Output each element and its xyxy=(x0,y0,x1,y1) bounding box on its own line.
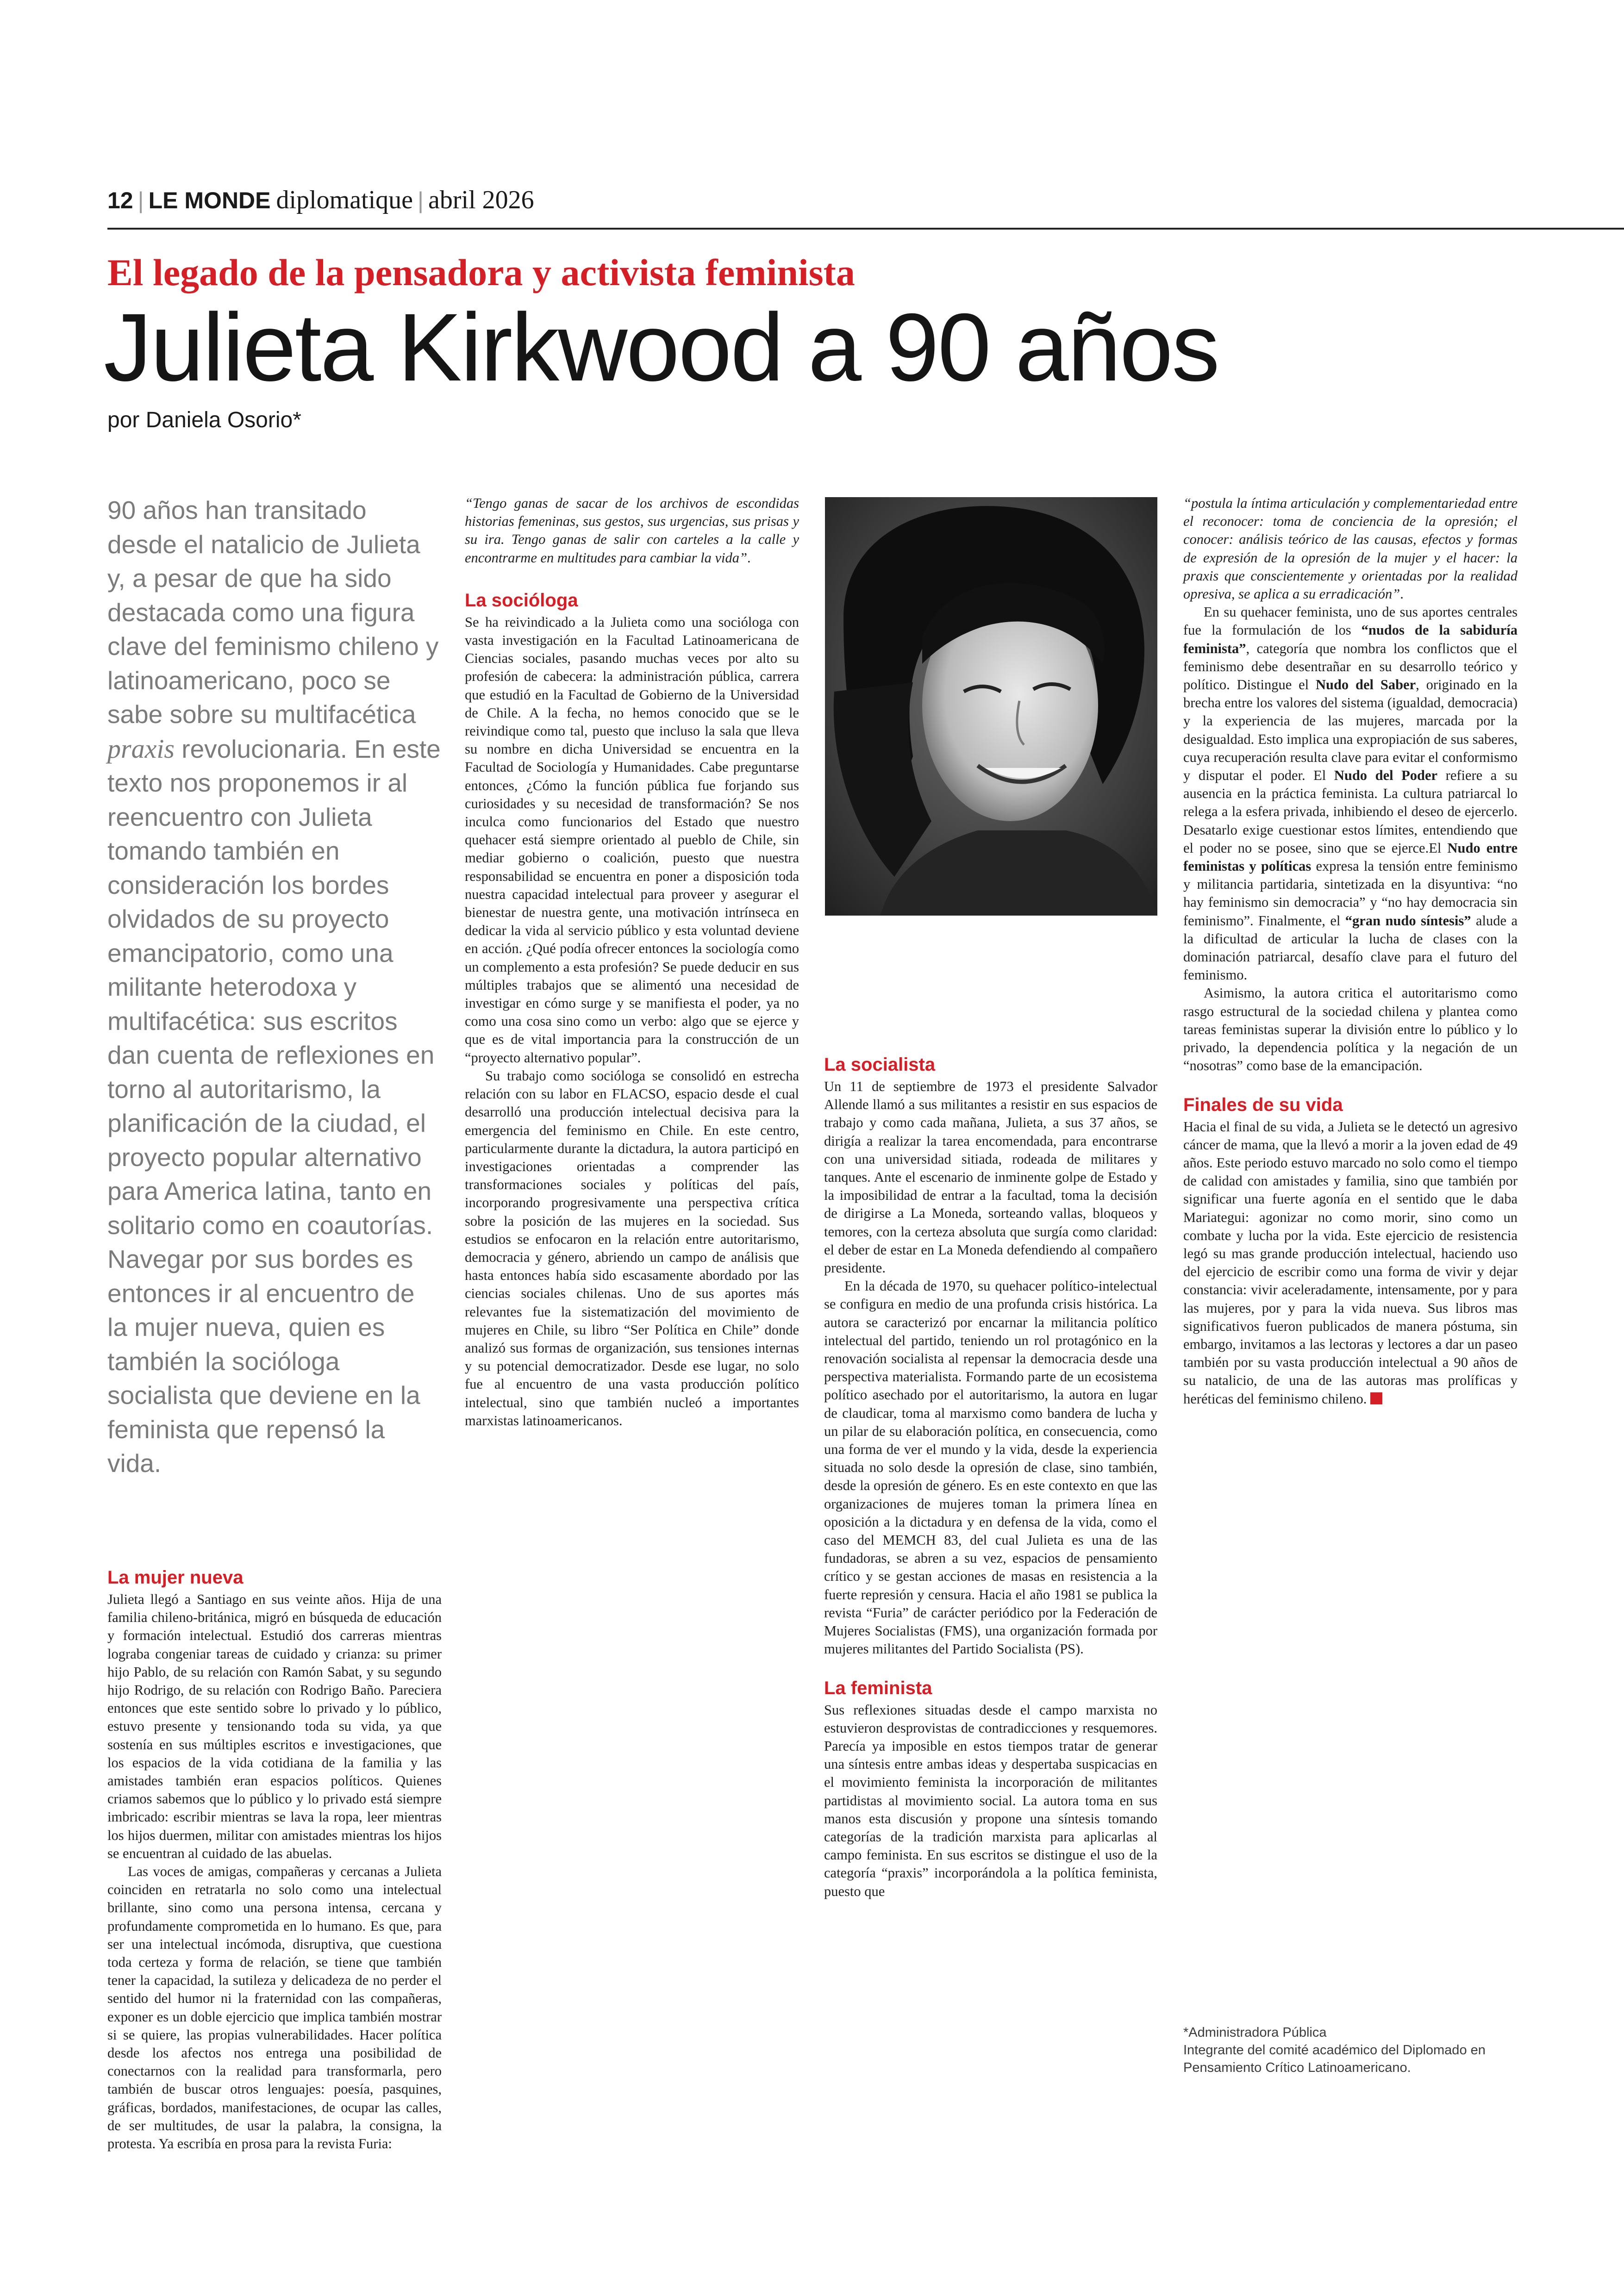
section-heading-mujer-nueva: La mujer nueva xyxy=(107,1567,244,1588)
article-kicker: El legado de la pensadora y activista feminista xyxy=(107,251,855,293)
article-lead: 90 años han transitado desde el natalicio de Julieta y, a pesar de que ha sido destacada como una figura clave del feminismo chileno y latinoamericano, poco se sabe sobre su multifacética praxis revolucionaria. En este texto nos proponemos ir al reencuentro con Julieta tomando también en consideración los bordes olvidados de su proyecto emancipatorio, como una militante heterodoxa y multifacética: sus escritos dan cuenta de reflexiones en torno al autoritarismo, la planificación de la ciudad, el proyecto popular alternativo para America latina, tanto en solitario como en coautorías. Navegar por sus bordes es entonces ir al encuentro de la mujer nueva, quien es también la socióloga socialista que deviene en la feminista que repensó la vida. xyxy=(107,496,441,1478)
column-2 xyxy=(465,494,799,1430)
section-heading-feminista: La feminista xyxy=(824,1678,932,1698)
furia-quote: “Tengo ganas de sacar de los archivos de escondidas historias femeninas, sus gestos, sus urgencias, sus prisas y su ira. Tengo ganas de salir con carteles a la calle y encontrarme en multitudes para cambiar la vida” xyxy=(465,495,799,566)
column-3 xyxy=(824,980,1157,1901)
end-mark-icon xyxy=(1370,1392,1382,1404)
paragraph: Su trabajo como socióloga se consolidó en estrecha relación con su labor en FLACSO, espacio desde el cual desarrolló una producción intelectual decisiva para la emergencia del feminismo en Chile. En este centro, particularmente durante la dictadura, la autora participó en investigaciones orientadas a comprender las transformaciones sociales y políticas del país, incorporando progresivamente una perspectiva crítica sobre la posición de las mujeres en la sociedad. Sus estudios se enfocaron en la relación entre autoritarismo, democracia y género, abriendo un campo de análisis que hasta entonces había sido escasamente abordado por las ciencias sociales chilenas. Uno de sus aportes más relevantes fue la sistematización del movimiento de mujeres en Chile, su libro “Ser Política en Chile” donde analizó sus formas de organización, sus tensiones internas y su potencial democratizador. Desde ese lugar, no solo fue al encuentro de una vasta producción político intelectual, sino que también nucleó a importantes marxistas latinoamericanos. xyxy=(465,1067,799,1428)
page-number: 12 xyxy=(107,187,133,213)
paragraph: Sus reflexiones situadas desde el campo marxista no estuvieron desprovistas de contradicciones y resquemores. Parecía ya imposible en estos tiempos tratar de generar una síntesis entre ambas ideas y despertaba suspicacias en el movimiento feminista la incorporación de militantes partidistas al movimiento social. La autora toma en sus manos esta discusión y propone una síntesis tomando categorías de la tradición marxista para aplicarlas al campo feminista. En sus escritos se distingue el uso de la categoría “praxis” incorporándola a la política feminista, puesto que xyxy=(824,1702,1157,1899)
column-4 xyxy=(1183,494,1518,1408)
masthead-rule xyxy=(107,228,1624,230)
section-heading-socialista: La socialista xyxy=(824,1054,936,1075)
paragraph: Hacia el final de su vida, a Julieta se le detectó un agresivo cáncer de mama, que la llevó a morir a la joven edad de 49 años. Este periodo estuvo marcado no solo como el tiempo de calidad con amistades y familia, sino que también por significar una fuerte agonía en el sentido que le daba Mariategui: agonizar no como morir, sino como un combate y lucha por la vida. Este ejercicio de resistencia legó su mas grande producción intelectual, haciendo uso del ejercicio de escribir como una forma de vivir y dejar constancia: vivir aceleradamente, intensamente, por y para las mujeres, por y para la vida nueva. Sus libros mas significativos fueron publicados de manera póstuma, sin embargo, invitamos a las lectoras y lectores a dar un paseo también por su vasta producción intelectual a 90 años de su natalicio, de una de las autoras mas prolíficas y heréticas del feminismo chileno. xyxy=(1183,1118,1518,1407)
bold-term: “nudos de la sabiduría feminista” xyxy=(1183,622,1518,656)
section-heading-sociologa: La socióloga xyxy=(465,590,578,611)
paragraph: Julieta llegó a Santiago en sus veinte años. Hija de una familia chileno-británica, migró en búsqueda de educación y formación intelectual. Estudió dos carreras mientras lograba congeniar tareas de cuidado y crianza: su primer hijo Pablo, de su relación con Ramón Sabat, y su segundo hijo Rodrigo, de su relación con Rodrigo Baño. Pareciera entonces que este sentido sobre lo privado y lo público, estuvo presente y tensionando toda su vida, ya que sostenía en sus múltiples escritos e investigaciones, que los espacios de la vida cotidiana de la familia y las amistades también eran espacios políticos. Quienes criamos sabemos que lo público y lo privado está siempre imbricado: escribir mientras se lava la ropa, leer mientras los hijos duermen, militar con amistades mientras los hijos se encuentran al cuidado de las abuelas. xyxy=(107,1591,442,1861)
paragraph: Las voces de amigas, compañeras y cercanas a Julieta coinciden en retratarla no solo como una intelectual brillante, sino como una persona intensa, cercana y profundamente comprometida en lo humano. Es que, para ser una intelectual incómoda, disruptiva, que cuestiona toda certeza y forma de relación, se tiene que también tener la capacidad, la sutileza y delicadeza de no perder el sentido del humor ni la fraternidad con las compañeras, exponer es un doble ejercicio que implica también mostrar si se quiere, las propias vulnerabilidades. Hacer política desde los afectos nos entrega una posibilidad de conectarnos con la realidad para transformarla, pero también de buscar otros lenguajes: poesía, pasquines, gráficas, bordados, manifestaciones, de ocupar las calles, de ser multitudes, de usar la palabra, la consigna, la protesta. Ya escribía en prosa para la revista Furia: xyxy=(107,1864,442,2152)
portrait-photo xyxy=(825,497,1157,916)
section-heading-finales: Finales de su vida xyxy=(1183,1094,1343,1115)
paragraph: Un 11 de septiembre de 1973 el presidente Salvador Allende llamó a sus militantes a resistir en sus espacios de trabajo y como cada mañana, Julieta, a sus 37 años, se dirigía a realizar la tarea encomendada, para encontrarse con una universidad sitiada, rodeada de militares y tanques. Ante el escenario de inminente golpe de Estado y la imposibilidad de entrar a la facultad, toma la decisión de dirigirse a La Moneda, sorteando vallas, bloqueos y temores, con la certeza absoluta que surgía como claridad: el deber de estar en La Moneda defendiendo al compañero presidente. xyxy=(824,1079,1157,1276)
paragraph: “postula la íntima articulación y complementariedad entre el reconocer: toma de conciencia de la opresión; el conocer: análisis teórico de las causas, efectos y formas de expresión de la opresión de la mujer y el hacer: la praxis que conscientemente y orientadas por la realidad opresiva, se aplica a su erradicación”. xyxy=(1183,495,1518,602)
paragraph: “Tengo ganas de sacar de los archivos de escondidas historias femeninas, sus gestos, sus urgencias, sus prisas y su ira. Tengo ganas de salir con carteles a la calle y encontrarme en multitudes para cambiar la vida”. xyxy=(465,495,799,566)
article-byline: por Daniela Osorio* xyxy=(107,408,301,432)
bold-term: Nudo del Saber xyxy=(1315,677,1416,693)
masthead: 12 | LE MONDE diplomatique | abril 2026 xyxy=(107,186,534,214)
bold-term: “gran nudo síntesis” xyxy=(1345,912,1471,929)
lead-emphasis: praxis xyxy=(107,733,175,764)
paragraph: En la década de 1970, su quehacer político-intelectual se configura en medio de una profunda crisis histórica. La autora se caracterizó por encarnar la militancia político intelectual del partido, teniendo un rol protagónico en la renovación socialista al repensar la democracia desde una perspectiva materialista. Formando parte de un ecosistema político asechado por el autoritarismo, la autora en lugar de claudicar, toma al marxismo como bandera de lucha y un pilar de su elaboración política, en consecuencia, como una forma de ver el mundo y la vida, desde la experiencia situada no solo desde la opresión de clase, sino también, desde la opresión de género. Es en este contexto en que las organizaciones de mujeres toman la primera línea en oposición a la dictadura y en defensa de la vida, como el caso del MEMCH 83, del cual Julieta es una de las fundadoras, se abren a su vez, espacios de pensamiento crítico y se gestan acciones de masas en resistencia a la fuerte represión y censura. Hacia el año 1981 se publica la revista “Furia” de carácter periódico por la Federación de Mujeres Socialistas (FMS), una organización formada por mujeres militantes del Partido Socialista (PS). xyxy=(824,1278,1157,1657)
footnote-line: *Administradora Pública xyxy=(1183,2025,1327,2040)
issue-date: abril 2026 xyxy=(428,186,534,214)
paragraph: En su quehacer feminista, uno de sus aportes centrales fue la formulación de los “nudos de la sabiduría feminista”, categoría que nombra los conflictos que el feminismo debe desentrañar en su desarrollo teórico y político. Distingue el Nudo del Saber, originado en la brecha entre los valores del sistema (igualdad, democracia) y la experiencia de las mujeres, marcada por la desigualdad. Esto implica una expropiación de sus saberes, cuya recuperación resulta clave para evitar el conformismo y disputar el poder. El Nudo del Poder refiere a su ausencia en la práctica feminista. La cultura patriarcal lo relega a la esfera privada, inhibiendo el deseo de ejercerlo. Desatarlo exige cuestionar estos límites, entendiendo que el poder no se posee, sino que se ejerce.El Nudo entre feministas y políticas expresa la tensión entre feminismo y militancia partidaria, sintetizada en la disyuntiva: “no hay feminismo sin democracia” y “no hay democracia sin feminismo”. Finalmente, el “gran nudo síntesis” alude a la dificultad de articular la lucha de clases con la dominación patriarcal, desafío clave para el futuro del feminismo. xyxy=(1183,604,1518,983)
article-title: Julieta Kirkwood a 90 años xyxy=(104,294,1218,401)
paragraph: Asimismo, la autora critica el autoritarismo como rasgo estructural de la sociedad chilena y plantea como tareas feministas superar la división entre lo público y lo privado, la dependencia política y la negación de un “nosotras” como base de la emancipación. xyxy=(1183,985,1518,1074)
bold-term: Nudo del Poder xyxy=(1334,767,1438,784)
column-1 xyxy=(107,1566,442,2153)
footnote-line: Integrante del comité académico del Diplomado en Pensamiento Crítico Latinoamericano. xyxy=(1183,2043,1486,2075)
praxis-quote: “postula la íntima articulación y complementariedad entre el reconocer: toma de conciencia de la opresión; el conocer: análisis teórico de las causas, efectos y formas de expresión de la opresión de la mujer y el hacer: la praxis que conscientemente y orientadas por la realidad opresiva, se aplica a su erradicación” xyxy=(1183,495,1518,602)
author-footnote xyxy=(1183,2024,1535,2077)
bold-term: Nudo entre feministas y políticas xyxy=(1183,840,1518,874)
brand-suffix: diplomatique xyxy=(276,186,413,214)
paragraph: Se ha reivindicado a la Julieta como una socióloga con vasta investigación en la Facultad Latinoamericana de Ciencias sociales, pasando muchas veces por alto su profesión de cabecera: la administración pública, carrera que estudió en la Facultad de Gobierno de la Universidad de Chile. A la fecha, no hemos conocido que se le reivindique como tal, puesto que incluso la sala que lleva su nombre en dicha Universidad se encuentra en la Facultad de Sociología y Humanidades. Cabe preguntarse entonces, ¿Cómo la función pública fue forjando sus curiosidades y su necesidad de transformación? Se nos inculca como funcionarios del Estado que nuestro quehacer está siempre orientado al pueblo de Chile, sin mediar gobierno o coalición, puesto que nuestra responsabilidad se encuentra en poner a disposición toda nuestra capacidad intelectual para proveer y asegurar el bienestar de nuestra gente, una motivación intrínseca en dedicar la vida al servicio público y esta voluntad deviene en acción. ¿Qué podía ofrecer entonces la sociología como un complemento a esta profesión? Se puede deducir en sus múltiples trabajos que se alimentó una necesidad de investigar en cómo surge y se manifiesta el poder, ya no como una cosa sino como un verbo: algo que se ejerce y que es de vital importancia para la construcción de un “proyecto alternativo popular”. xyxy=(465,614,799,1066)
brand-name: LE MONDE xyxy=(148,187,271,213)
